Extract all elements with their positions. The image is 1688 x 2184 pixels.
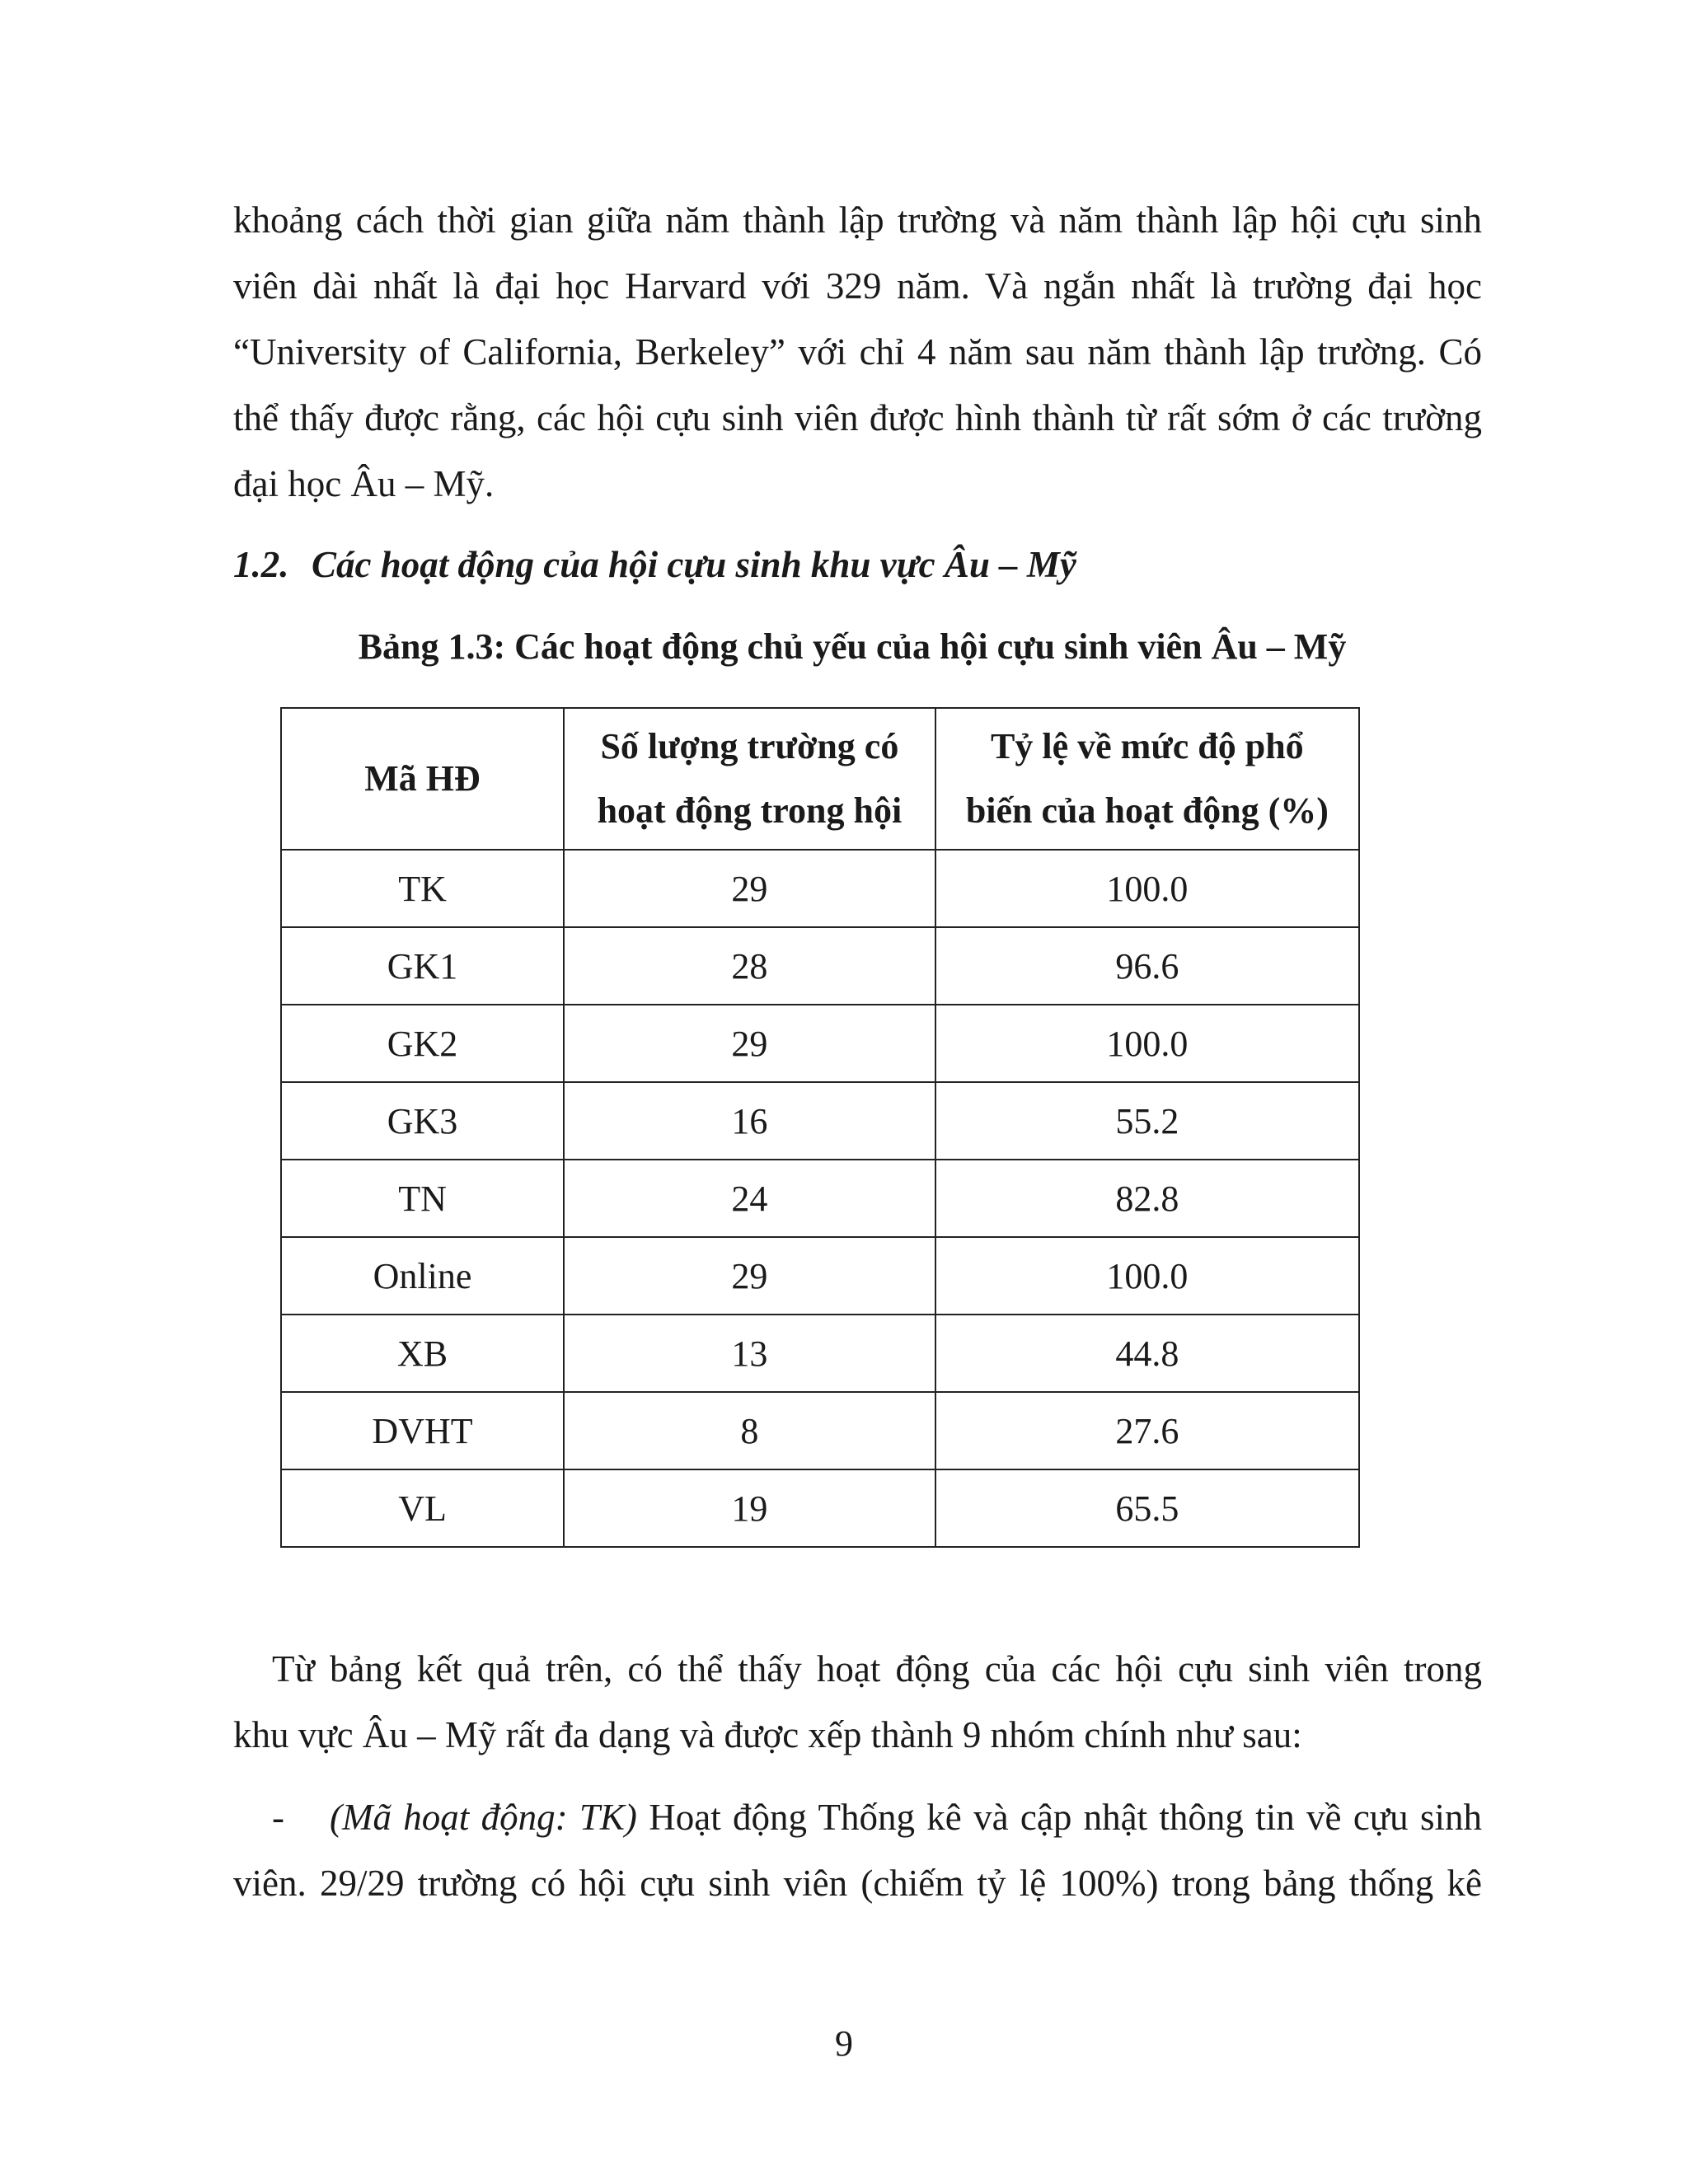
paragraph-line: đại học Âu – Mỹ. xyxy=(233,463,495,504)
cell-rate: 100.0 xyxy=(935,850,1359,927)
bullet-code-label: (Mã hoạt động: TK) xyxy=(330,1797,637,1838)
cell-code: Online xyxy=(281,1237,564,1315)
cell-rate: 55.2 xyxy=(935,1082,1359,1160)
header-rate xyxy=(935,708,1359,850)
section-title: Các hoạt động của hội cựu sinh khu vực Âu – Mỹ xyxy=(312,544,1076,585)
table-row xyxy=(281,1237,1359,1315)
paragraph-line: thể thấy được rằng, các hội cựu sinh viên được hình thành từ rất sớm ở các trường xyxy=(233,397,1482,438)
cell-rate: 44.8 xyxy=(935,1315,1359,1392)
section-number: 1.2. xyxy=(233,544,289,585)
cell-count: 16 xyxy=(564,1082,935,1160)
table-row xyxy=(281,1469,1359,1547)
cell-code: TK xyxy=(281,850,564,927)
cell-count: 19 xyxy=(564,1469,935,1547)
header-rate-line1: Tỷ lệ về mức độ phổ xyxy=(991,726,1304,766)
table-header-row xyxy=(281,708,1359,850)
table-caption: Bảng 1.3: Các hoạt động chủ yếu của hội cựu sinh viên Âu – Mỹ xyxy=(358,626,1347,667)
table-row xyxy=(281,1315,1359,1392)
table-row xyxy=(281,1392,1359,1469)
activities-table xyxy=(280,707,1360,1548)
cell-rate: 100.0 xyxy=(935,1005,1359,1082)
header-code: Mã HĐ xyxy=(281,708,564,850)
table-row xyxy=(281,1082,1359,1160)
cell-count: 29 xyxy=(564,1005,935,1082)
page-number: 9 xyxy=(835,2023,853,2064)
cell-rate: 65.5 xyxy=(935,1469,1359,1547)
paragraph-line: “University of California, Berkeley” với chỉ 4 năm sau năm thành lập trường. Có xyxy=(233,331,1482,373)
table-row xyxy=(281,1160,1359,1237)
table-row xyxy=(281,927,1359,1005)
cell-count: 24 xyxy=(564,1160,935,1237)
cell-rate: 27.6 xyxy=(935,1392,1359,1469)
cell-code: GK3 xyxy=(281,1082,564,1160)
cell-count: 8 xyxy=(564,1392,935,1469)
paragraph-line: Từ bảng kết quả trên, có thể thấy hoạt động của các hội cựu sinh viên trong xyxy=(272,1648,1482,1690)
cell-code: DVHT xyxy=(281,1392,564,1469)
cell-code: TN xyxy=(281,1160,564,1237)
header-rate-line2: biến của hoạt động (%) xyxy=(965,790,1329,831)
paragraph-line: khu vực Âu – Mỹ rất đa dạng và được xếp thành 9 nhóm chính như sau: xyxy=(233,1714,1302,1755)
cell-code: GK1 xyxy=(281,927,564,1005)
cell-count: 13 xyxy=(564,1315,935,1392)
cell-count: 29 xyxy=(564,850,935,927)
header-count-line1: Số lượng trường có xyxy=(600,726,899,766)
cell-count: 28 xyxy=(564,927,935,1005)
cell-rate: 100.0 xyxy=(935,1237,1359,1315)
cell-count: 29 xyxy=(564,1237,935,1315)
cell-rate: 96.6 xyxy=(935,927,1359,1005)
header-count-line2: hoạt động trong hội xyxy=(597,790,903,831)
paragraph-line: viên dài nhất là đại học Harvard với 329 năm. Và ngắn nhất là trường đại học xyxy=(233,265,1482,307)
cell-rate: 82.8 xyxy=(935,1160,1359,1237)
bullet-dash: - xyxy=(272,1797,284,1838)
bullet-continuation: viên. 29/29 trường có hội cựu sinh viên (chiếm tỷ lệ 100%) trong bảng thống kê xyxy=(233,1863,1482,1904)
cell-code: GK2 xyxy=(281,1005,564,1082)
table-row xyxy=(281,1005,1359,1082)
cell-code: XB xyxy=(281,1315,564,1392)
bullet-text: Hoạt động Thống kê và cập nhật thông tin về cựu sinh xyxy=(649,1797,1483,1838)
bullet-line xyxy=(330,1784,1482,1850)
header-count xyxy=(564,708,935,850)
cell-code: VL xyxy=(281,1469,564,1547)
paragraph-line: khoảng cách thời gian giữa năm thành lập trường và năm thành lập hội cựu sinh xyxy=(233,199,1482,241)
section-heading xyxy=(233,532,1076,598)
table-row xyxy=(281,850,1359,927)
